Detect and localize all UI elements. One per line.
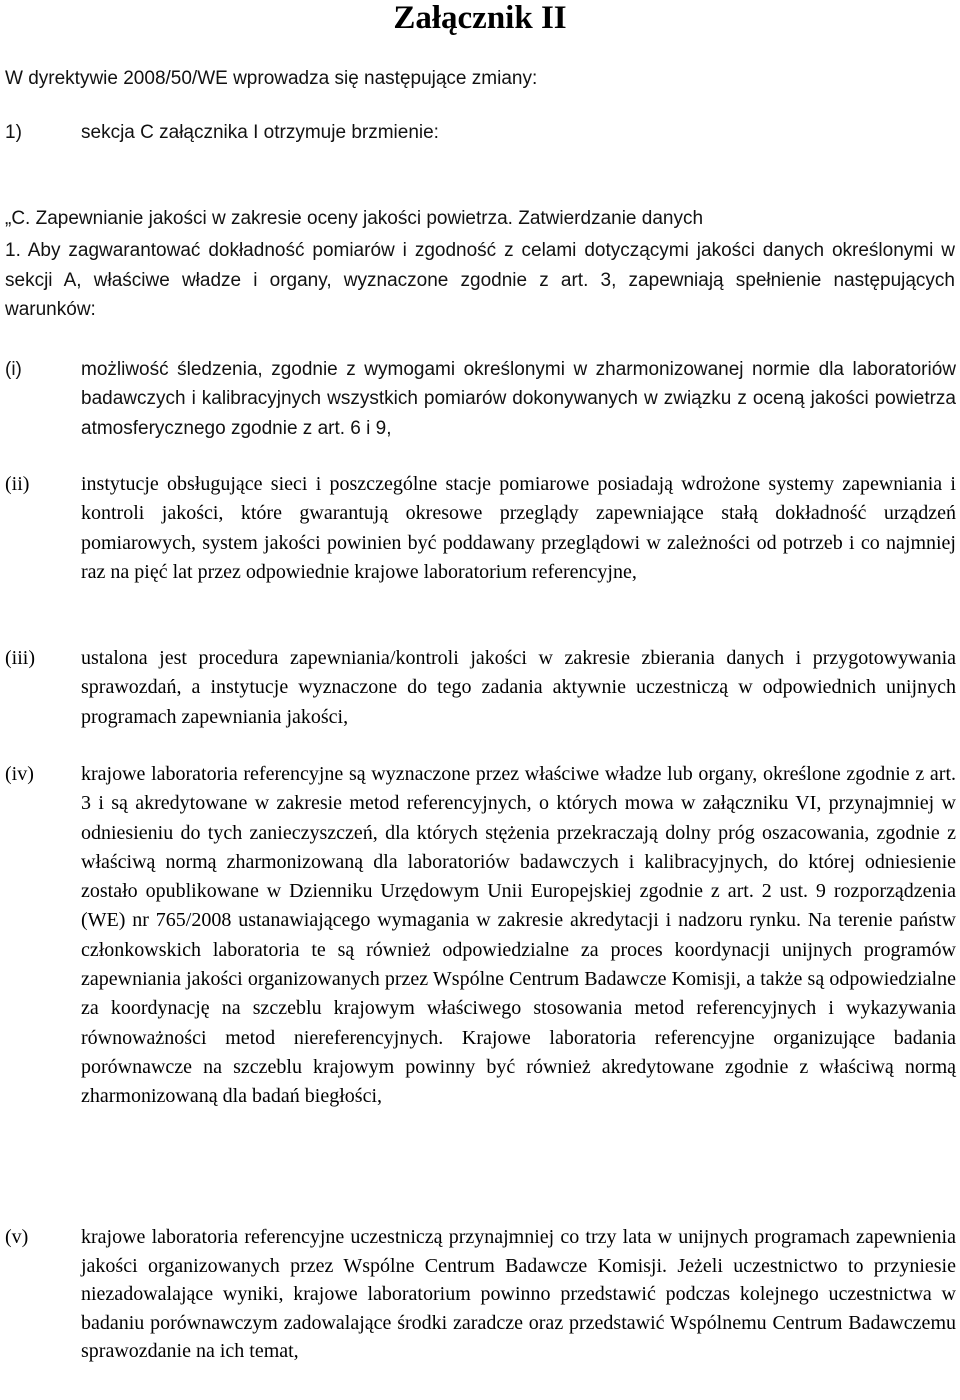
item-label: (ii) <box>5 473 30 495</box>
item-label: (iii) <box>5 647 35 669</box>
item-text: ustalona jest procedura zapewniania/kontroli jakości w zakresie zbierania danych i przygotowywania sprawozdań, a instytucje wyznaczone do tego zadania aktywnie uczestniczą w odpowiednich unijnych programach zapewniania jakości, <box>81 647 956 728</box>
paragraph-1: 1. Aby zagwarantować dokładność pomiarów i zgodność z celami dotyczącymi jakości danych określonymi w sekcji A, właściwe władze i organy, wyznaczone zgodnie z art. 3, zapewniają spełnienie następujących warunków: <box>5 240 955 320</box>
item-text: krajowe laboratoria referencyjne są wyznaczone przez właściwe władze lub organy, określone zgodnie z art. 3 i są akredytowane w zakresie metod referencyjnych, o których mowa w załączniku VI, przynajmniej w odniesieniu do tych zanieczyszczeń, dla których stężenia przekraczają dolny próg oszacowania, zgodnie z właściwą normą zharmonizowaną dla laboratoriów badawczych i kalibracyjnych, do której odniesienie zostało opublikowane w Dzienniku Urzędowym Unii Europejskiej zgodnie z art. 2 ust. 9 rozporządzenia (WE) nr 765/2008 ustanawiającego wymagania w zakresie akredytacji i nadzoru rynku. Na terenie państw członkowskich laboratoria te są również odpowiedzialne za proces koordynacji unijnych programów zapewniania jakości organizowanych przez Wspólne Centrum Badawcze Komisji, a także są odpowiedzialne za koordynację na szczeblu krajowym właściwego stosowania metod referencyjnych i wykazywania równoważności metod niereferencyjnych. Krajowe laboratoria referencyjne organizujące badania porównawcze na szczeblu krajowym powinny być również akredytowane zgodnie z właściwą normą zharmonizowaną dla badań biegłości, <box>81 763 956 1108</box>
amendment-number: 1) <box>5 122 22 143</box>
annex-title: Załącznik II <box>393 0 567 36</box>
amendment-label: sekcja C załącznika I otrzymuje brzmienie: <box>81 122 439 143</box>
section-heading: „C. Zapewnianie jakości w zakresie oceny jakości powietrza. Zatwierdzanie danych <box>5 208 704 229</box>
item-text: krajowe laboratoria referencyjne uczestniczą przynajmniej co trzy lata w unijnych programach zapewnienia jakości organizowanych przez Wspólne Centrum Badawcze Komisji. Jeżeli uczestnictwo to przyniesie niezadowalające wyniki, krajowe laboratorium powinno przedstawić podczas kolejnego uczestnictwa w badaniu porównawczym zadowalające środki zaradcze oraz przedstawić Wspólnemu Centrum Badawczemu sprawozdanie na ich temat, <box>81 1226 956 1363</box>
item-text: instytucje obsługujące sieci i poszczególne stacje pomiarowe posiadają wdrożone systemy zapewniania i kontroli jakości, które gwarantują okresowe przeglądy zapewniające stałą dokładność urządzeń pomiarowych, system jakości powinien być poddawany przeglądowi w zależności od potrzeb i co najmniej raz na pięć lat przez odpowiednie krajowe laboratorium referencyjne, <box>81 473 956 583</box>
item-label: (v) <box>5 1226 29 1248</box>
item-label: (iv) <box>5 763 34 785</box>
item-text: możliwość śledzenia, zgodnie z wymogami określonymi w zharmonizowanej normie dla laboratoriów badawczych i kalibracyjnych wszystkich pomiarów dokonywanych w związku z oceną jakości powietrza atmosferycznego zgodnie z art. 6 i 9, <box>81 359 956 439</box>
item-label: (i) <box>5 359 22 380</box>
intro-line: W dyrektywie 2008/50/WE wprowadza się następujące zmiany: <box>5 68 538 89</box>
